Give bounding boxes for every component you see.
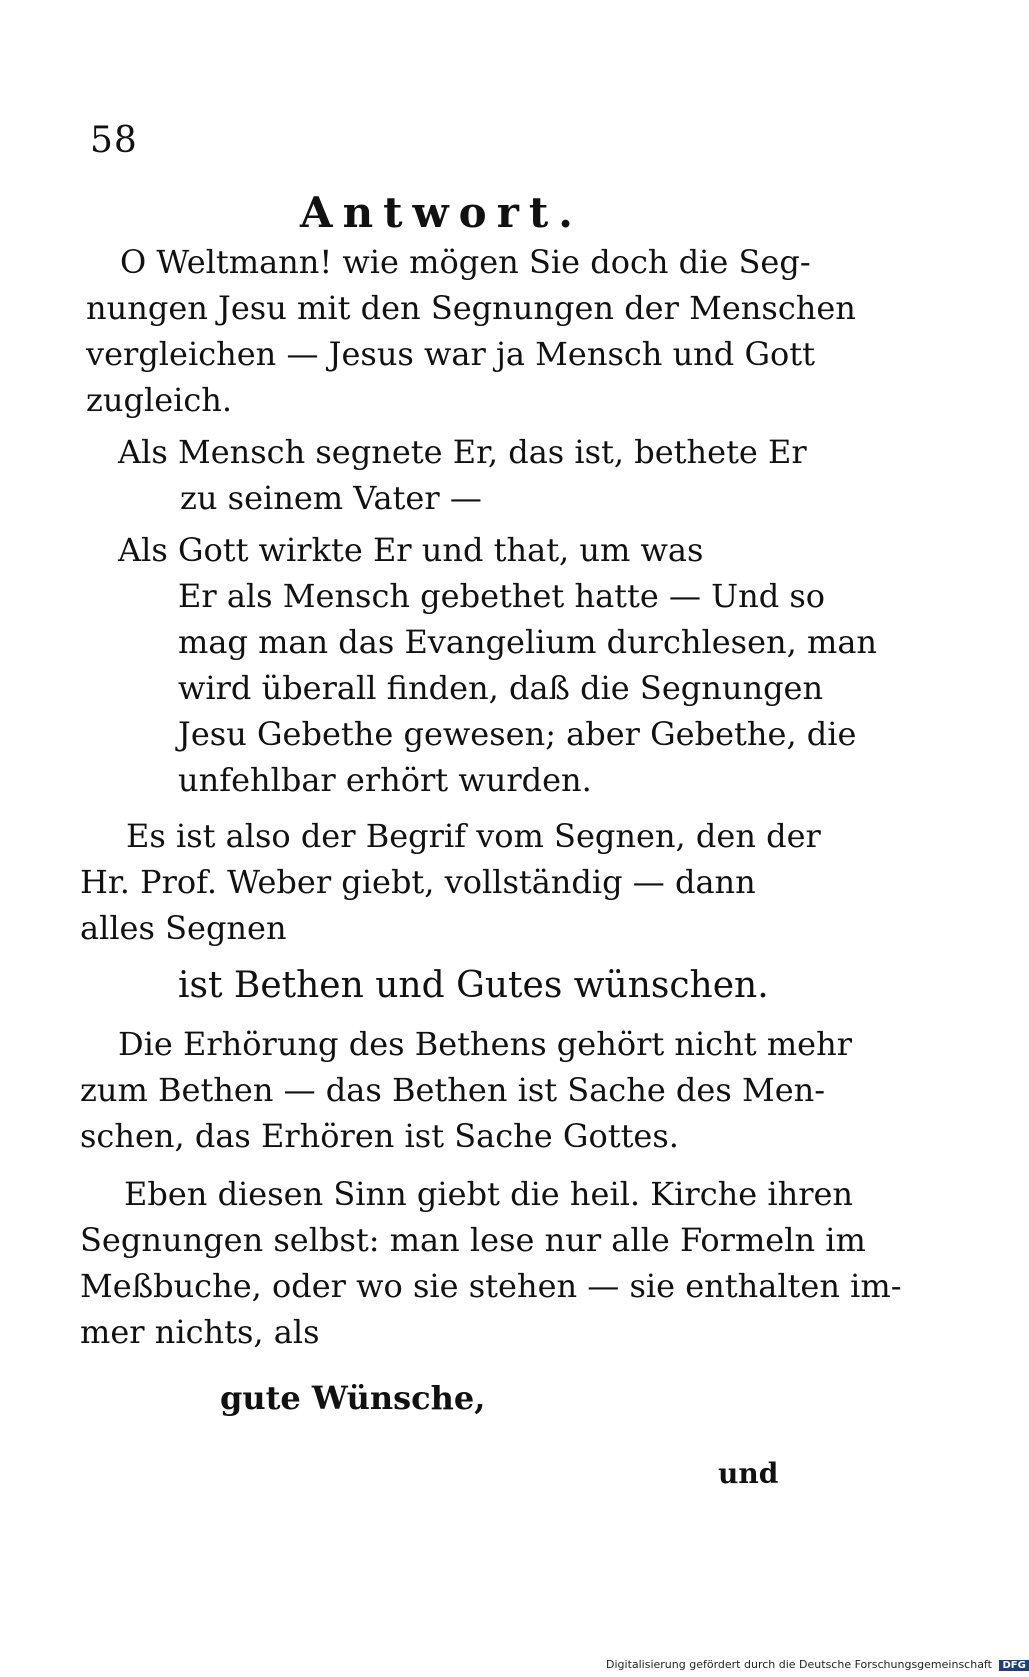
- digitization-footer: [606, 1658, 1029, 1671]
- emphasized-line: ist Bethen und Gutes wünschen.: [178, 965, 769, 1006]
- text-line: mer nichts, als: [80, 1313, 320, 1351]
- text-line: Jesu Gebethe gewesen; aber Gebethe, die: [178, 715, 857, 753]
- page-number: 58: [90, 120, 138, 161]
- text-line: Er als Mensch gebethet hatte — Und so: [178, 577, 826, 615]
- text-line: Die Erhörung des Bethens gehört nicht mehr: [118, 1025, 852, 1063]
- text-line: zum Bethen — das Bethen ist Sache des Men-: [80, 1071, 826, 1109]
- text-line: vergleichen — Jesus war ja Mensch und Gott: [86, 335, 815, 373]
- text-line: alles Segnen: [80, 909, 287, 947]
- text-line: nungen Jesu mit den Segnungen der Menschen: [86, 289, 856, 327]
- text-line: O Weltmann! wie mögen Sie doch die Seg-: [120, 243, 811, 281]
- section-heading: Antwort.: [300, 188, 583, 237]
- text-line: wird überall finden, daß die Segnungen: [178, 669, 824, 707]
- text-line: Es ist also der Begrif vom Segnen, den der: [126, 817, 821, 855]
- text-line: Segnungen selbst: man lese nur alle Formeln im: [80, 1221, 866, 1259]
- text-line: schen, das Erhören ist Sache Gottes.: [80, 1117, 679, 1155]
- text-line: unfehlbar erhört wurden.: [178, 761, 592, 799]
- text-line: gute Wünsche,: [220, 1379, 486, 1417]
- text-line: Meßbuche, oder wo sie stehen — sie enthalten im-: [80, 1267, 902, 1305]
- catchword: und: [718, 1457, 779, 1490]
- text-line: zugleich.: [86, 381, 233, 419]
- text-line: Als Gott wirkte Er und that, um was: [118, 531, 704, 569]
- text-line: Hr. Prof. Weber giebt, vollständig — dann: [80, 863, 756, 901]
- text-line: Als Mensch segnete Er, das ist, bethete Er: [118, 433, 807, 471]
- dfg-logo: DFG: [999, 1660, 1028, 1671]
- text-line: mag man das Evangelium durchlesen, man: [178, 623, 878, 661]
- text-line: zu seinem Vater —: [180, 479, 482, 517]
- text-line: Eben diesen Sinn giebt die heil. Kirche ihren: [124, 1175, 854, 1213]
- footer-text: Digitalisierung gefördert durch die Deutsche Forschungsgemeinschaft: [606, 1658, 992, 1671]
